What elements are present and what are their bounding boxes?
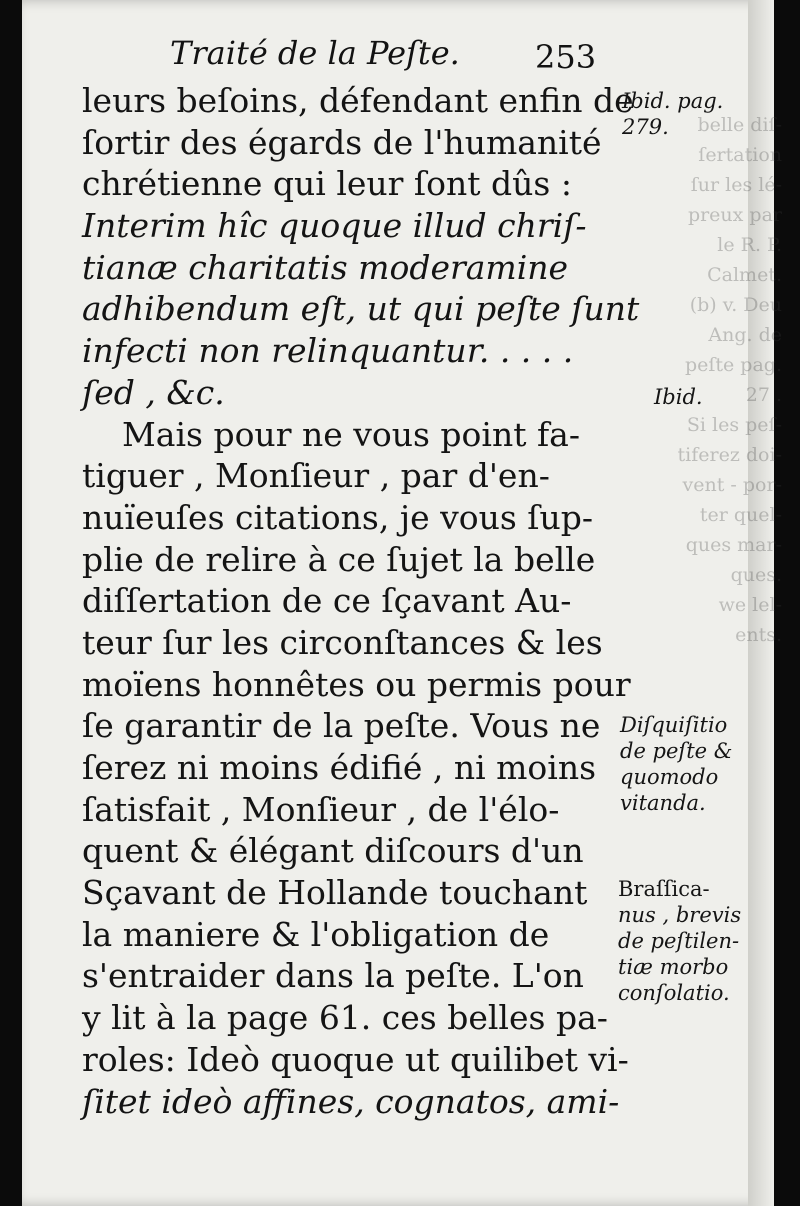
text-line: tiguer , Monſieur , par d'en- [82, 456, 550, 496]
text-line: nuïeuſes citations, je vous ſup- [82, 497, 594, 537]
margin-note-line: Ibid. pag. [622, 89, 724, 113]
margin-note-line: Ibid. [654, 385, 703, 409]
show-through-line: ques mar- [685, 534, 782, 556]
text-line: plie de relire à ce ſujet la belle [82, 539, 596, 579]
margin-note-line: Diſquiſitio [620, 713, 728, 737]
show-through-line: Si les peſ- [686, 414, 782, 436]
show-through-line: ques. [730, 564, 782, 586]
show-through-line: we lel- [718, 594, 782, 616]
main-text-block [82, 80, 640, 1122]
latin-quote-line: ſitet ideò affines, cognatos, ami- [82, 1081, 620, 1121]
book-page [22, 0, 782, 1206]
margin-note-disquisitio [620, 712, 795, 816]
text-line: ſatisfait , Monſieur , de l'élo- [82, 789, 560, 829]
show-through-line: ſur les lé- [690, 174, 782, 196]
page-edge-shadow [748, 0, 774, 1206]
show-through-line: vent - por- [682, 474, 782, 496]
text-line: roles: Ideò quoque ut quilibet vi- [82, 1039, 629, 1079]
margin-note-line: 279. [622, 115, 669, 139]
text-line: s'entraider dans la peſte. L'on [82, 956, 584, 996]
running-title: Traité de la Peſte. [170, 34, 460, 72]
text-line: teur ſur les circonſtances & les [82, 622, 603, 662]
page-number: 253 [535, 38, 597, 76]
margin-note-line: vitanda. [620, 791, 706, 815]
show-through-line: ter quel- [699, 504, 782, 526]
text-line: Mais pour ne vous point fa- [122, 414, 581, 454]
text-line: leurs beſoins, défendant enfin de [82, 81, 634, 120]
latin-quote-line: adhibendum eſt, ut qui peſte ſunt [82, 289, 640, 329]
text-line: ſortir des égards de l'humanité [82, 122, 602, 162]
margin-note-line: nus , brevis [618, 903, 742, 927]
margin-note-line: de peſte & [620, 739, 733, 763]
text-line: ſerez ni moins édifié , ni moins [82, 748, 597, 787]
text-line: chrétienne qui leur ſont dûs : [82, 164, 572, 204]
show-through-line: 27 . [745, 384, 782, 406]
show-through-line: Ang. de [708, 324, 782, 346]
margin-note-line: quomodo [620, 765, 719, 789]
margin-note-ibid [654, 384, 800, 410]
show-through-line: tiferez doi- [677, 444, 782, 466]
text-line: la maniere & l'obligation de [82, 914, 550, 954]
margin-note-line: Braſſica- [618, 877, 710, 901]
text-line: Sçavant de Hollande touchant [82, 873, 588, 913]
show-through-line: preux par [687, 204, 782, 226]
show-through-line: (b) v. Deu [689, 294, 782, 316]
latin-quote-line: ſed , &c. [82, 372, 225, 412]
show-through-line: le R. P. [717, 234, 782, 256]
margin-note-line: tiæ morbo [618, 955, 729, 979]
margin-note-line: conſolatio. [618, 981, 730, 1005]
text-line: moïens honnêtes ou permis pour [82, 664, 631, 704]
margin-note-line: de peſtilen- [618, 929, 740, 953]
running-header [170, 28, 640, 78]
latin-quote-line: infecti non relinquantur. . . . . [82, 331, 574, 371]
text-line: quent & élégant diſcours d'un [82, 831, 584, 871]
latin-quote-line: tianæ charitatis moderamine [82, 247, 569, 287]
show-through-line: ents. [735, 624, 782, 646]
show-through-line: belle diſ- [697, 114, 782, 136]
text-line: diſſertation de ce ſçavant Au- [82, 581, 572, 621]
show-through-line: peſte pag. [684, 354, 782, 376]
text-line: y lit à la page 61. ces belles pa- [82, 998, 608, 1038]
show-through-line: Calmet. [707, 264, 782, 286]
show-through-line: ſertation [698, 144, 782, 166]
latin-quote-line: Interim hîc quoque illud chriſ- [82, 206, 587, 246]
margin-note-brassicanus [618, 876, 793, 1006]
text-line: ſe garantir de la peſte. Vous ne [82, 706, 601, 746]
margin-note-ibid-page [622, 88, 797, 140]
